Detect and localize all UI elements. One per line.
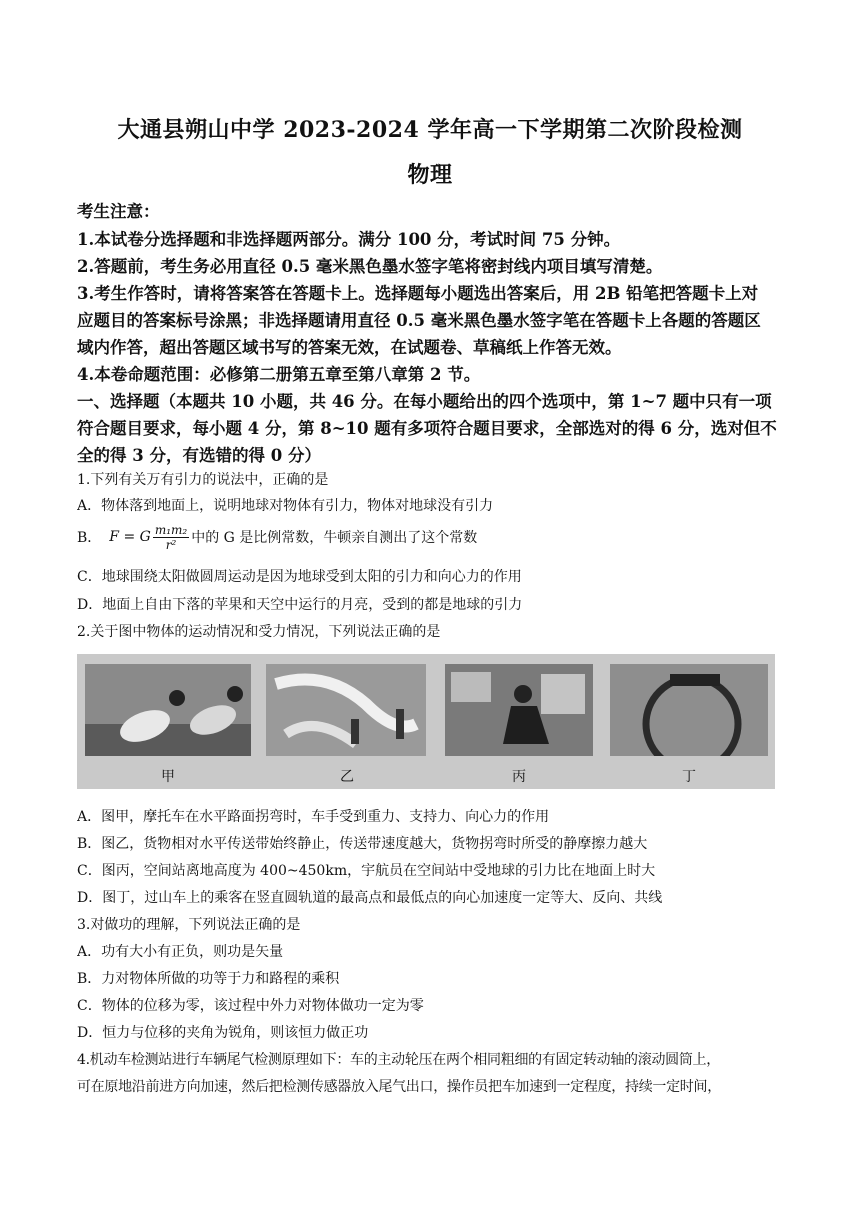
q4-stem: 可在原地沿前进方向加速，然后把检测传感器放入尾气出口，操作员把车加速到一定程度，持续一定时间， [77,1079,721,1095]
photo-space-station [445,664,593,756]
figure-caption: 丁 [682,769,696,785]
q3-stem: 3.对做功的理解，下列说法正确的是 [77,917,301,933]
q4-stem: 4.机动车检测站进行车辆尾气检测原理如下：车的主动轮压在两个相同粗细的有固定转动轴的滚动圆筒上， [77,1052,720,1068]
q2-option-b: B．图乙，货物相对水平传送带始终静止，传送带速度越大，货物拐弯时所受的静摩擦力越大 [77,836,648,852]
photo-roller-coaster [610,664,768,756]
section-heading: 符合题目要求，每小题 4 分，第 8~10 题有多项符合题目要求，全部选对的得 6 分，选对但不 [77,419,777,438]
q1-option-a: A．物体落到地面上，说明地球对物体有引力，物体对地球没有引力 [77,498,494,514]
formula-left: F = G [109,529,151,545]
q3-option-b: B．力对物体所做的功等于力和路程的乘积 [77,971,340,987]
fraction-denominator: r² [165,537,177,552]
notice-line: 应题目的答案标号涂黑；非选择题请用直径 0.5 毫米黑色墨水签字笔在答题卡上各题的答题区 [77,311,761,330]
section-heading: 全的得 3 分，有选错的得 0 分） [77,446,321,465]
photo-conveyor [266,664,426,756]
q2-figure [77,654,775,789]
q2-stem: 2.关于图中物体的运动情况和受力情况，下列说法正确的是 [77,624,441,640]
q3-option-c: C．物体的位移为零，该过程中外力对物体做功一定为零 [77,998,424,1014]
figure-caption: 丙 [512,769,526,785]
option-label: B． [77,530,102,546]
section-heading: 一、选择题（本题共 10 小题，共 46 分。在每小题给出的四个选项中，第 1~7 题中只有一项 [77,392,772,411]
q1-stem: 1.下列有关万有引力的说法中，正确的是 [77,472,329,488]
photo-motorcycle [85,664,251,756]
figure-caption: 乙 [340,769,354,785]
notice-heading: 考生注意： [77,202,160,221]
notice-line: 2.答题前，考生务必用直径 0.5 毫米黑色墨水签字笔将密封线内项目填写清楚。 [77,257,663,276]
q2-option-a: A．图甲，摩托车在水平路面拐弯时，车手受到重力、支持力、向心力的作用 [77,809,550,825]
exam-title: 大通县朔山中学 2023-2024 学年高一下学期第二次阶段检测 [117,117,743,143]
q2-option-c: C．图丙，空间站离地高度为 400~450km，宇航员在空间站中受地球的引力比在地面上时大 [77,863,656,879]
notice-line: 1.本试卷分选择题和非选择题两部分。满分 100 分，考试时间 75 分钟。 [77,230,621,249]
q1-option-c: C．地球围绕太阳做圆周运动是因为地球受到太阳的引力和向心力的作用 [77,569,522,585]
notice-line: 域内作答，超出答题区域书写的答案无效，在试题卷、草稿纸上作答无效。 [77,338,622,357]
q1-option-d: D．地面上自由下落的苹果和天空中运行的月亮，受到的都是地球的引力 [77,597,523,613]
q3-option-a: A．功有大小有正负，则功是矢量 [77,944,284,960]
notice-line: 3.考生作答时，请将答案答在答题卡上。选择题每小题选出答案后，用 2B 铅笔把答题卡上对 [77,284,759,303]
q3-option-d: D．恒力与位移的夹角为锐角，则该恒力做正功 [77,1025,369,1041]
q1-option-b [77,522,785,552]
gravity-formula-fraction [153,523,189,552]
q2-option-d: D．图丁，过山车上的乘客在竖直圆轨道的最高点和最低点的向心加速度一定等大、反向、共线 [77,890,663,906]
fraction-numerator: m₁m₂ [154,522,188,537]
figure-caption: 甲 [161,769,175,785]
notice-line: 4.本卷命题范围：必修第二册第五章至第八章第 2 节。 [77,365,481,384]
option-text: 中的 G 是比例常数，牛顿亲自测出了这个常数 [191,530,478,546]
subject-title: 物理 [407,162,453,188]
